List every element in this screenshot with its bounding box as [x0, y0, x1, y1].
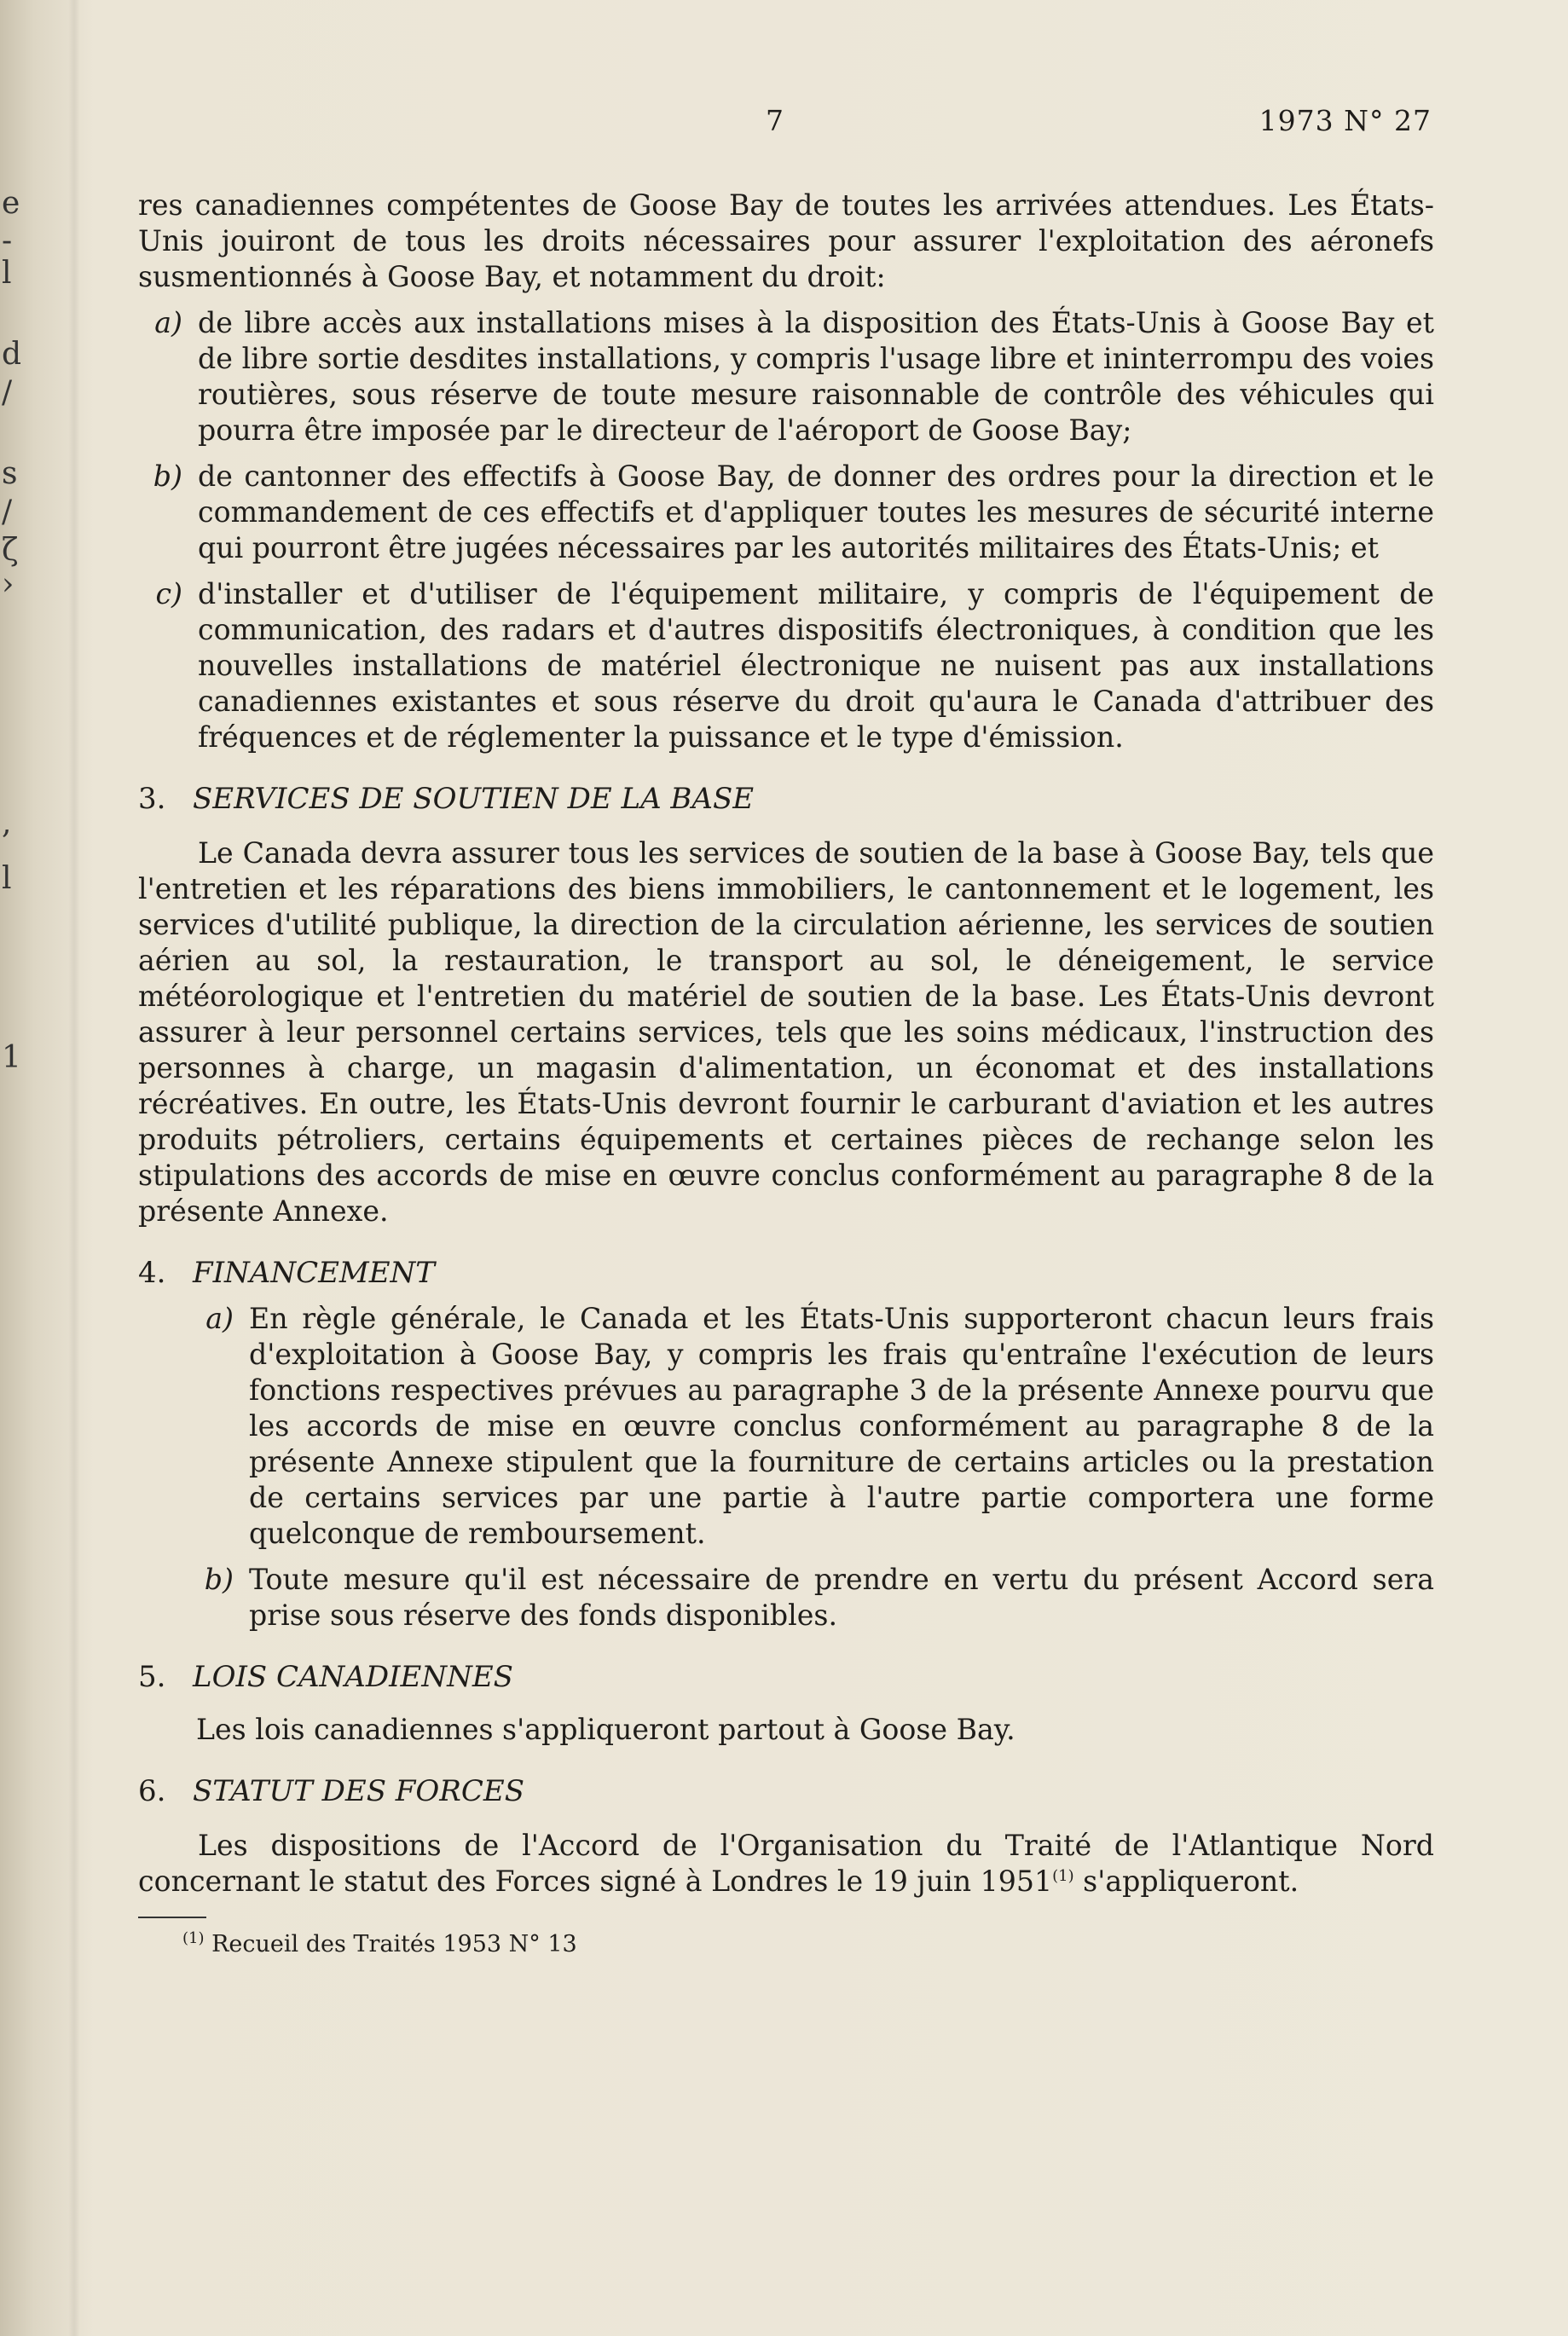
section-heading	[138, 1659, 1434, 1695]
list-item	[138, 576, 1434, 755]
page-number: 7	[766, 104, 784, 137]
section-number: 4.	[138, 1256, 166, 1290]
section-heading	[138, 781, 1434, 817]
item-letter: b)	[153, 460, 182, 493]
section-title: FINANCEMENT	[193, 1256, 435, 1290]
binding-gutter	[68, 0, 80, 2336]
paragraph-text-end: s'appliqueront.	[1073, 1865, 1299, 1898]
edge-mark: ζ	[2, 533, 19, 568]
section-paragraph: Le Canada devra assurer tous les services de soutien de la base à Goose Bay, tels que l'entretien et les réparations des biens immobiliers, le cantonnement et le logement, les services d'utilité publique, la direction de la circulation aérienne, les services de soutien aérien au sol, la restauration, le transport au sol, le déneigement, le service météorologique et l'entretien du matériel de soutien de la base. Les États-Unis devront assurer à leur personnel certains services, tels que les soins médicaux, l'instruction des personnes à charge, un magasin d'alimentation, un économat et des installations récréatives. En outre, les États-Unis devront fournir le carburant d'aviation et les autres produits pétroliers, certains équipements et certaines pièces de rechange selon les stipulations des accords de mise en œuvre conclus conformément au paragraphe 8 de la présente Annexe.	[138, 836, 1434, 1228]
section-number: 5.	[138, 1660, 166, 1694]
edge-mark: /	[2, 494, 13, 529]
item-text: d'installer et d'utiliser de l'équipement militaire, y compris de l'équipement de communication, des radars et d'autres dispositifs électroniques, à condition que les nouvelles installations de matériel électronique ne nuisent pas aux installations canadiennes existantes et sous réserve du droit qu'aura le Canada d'attribuer des fréquences et de réglementer la puissance et le type d'émission.	[198, 577, 1434, 754]
paragraph-text: Les dispositions de l'Accord de l'Organisation du Traité de l'Atlantique Nord concernant le statut des Forces signé à Londres le 19 juin 1951	[138, 1829, 1434, 1898]
section-title: SERVICES DE SOUTIEN DE LA BASE	[193, 782, 755, 816]
treaty-reference: 1973 N° 27	[1258, 104, 1432, 137]
section-paragraph: Les lois canadiennes s'appliqueront partout à Goose Bay.	[196, 1713, 1015, 1746]
edge-mark: 1	[2, 1040, 21, 1075]
footnote-marker: (1)	[182, 1929, 205, 1947]
edge-mark: l	[2, 861, 12, 896]
section-title: STATUT DES FORCES	[193, 1774, 524, 1808]
intro-paragraph: res canadiennes compétentes de Goose Bay de toutes les arrivées attendues. Les États-Unis jouiront de tous les droits nécessaires pour assurer l'exploitation des aéronefs susmentionnés à Goose Bay, et notamment du droit:	[138, 188, 1434, 293]
item-letter: a)	[205, 1302, 234, 1335]
list-item	[138, 459, 1434, 566]
page-body	[138, 188, 1434, 1963]
section-title: LOIS CANADIENNES	[193, 1660, 513, 1694]
edge-mark: -	[2, 223, 13, 258]
item-text: de cantonner des effectifs à Goose Bay, de donner des ordres pour la direction et le commandement de ces effectifs et d'appliquer toutes les mesures de sécurité interne qui pourront être jugées nécessaires par les autorités militaires des États-Unis; et	[198, 460, 1434, 564]
list-item	[138, 305, 1434, 448]
facing-page-edge	[0, 0, 22, 2336]
section-number: 6.	[138, 1774, 166, 1808]
item-text: de libre accès aux installations mises à la disposition des États-Unis à Goose Bay et de libre sortie desdites installations, y compris l'usage libre et ininterrompu des voies routières, sous réserve de toute mesure raisonnable de contrôle des véhicules qui pourra être imposée par le directeur de l'aéroport de Goose Bay;	[198, 306, 1434, 447]
section-heading	[138, 1773, 1434, 1809]
edge-mark: /	[2, 375, 13, 410]
edge-mark: e	[2, 186, 20, 221]
item-letter: c)	[155, 577, 182, 610]
section-heading	[138, 1255, 1434, 1291]
item-text: En règle générale, le Canada et les États-Unis supporteront chacun leurs frais d'exploitation à Goose Bay, y compris les frais qu'entraîne l'exécution de leurs fonctions respectives prévues au paragraphe 3 de la présente Annexe pourvu que les accords de mise en œuvre conclus conformément au paragraphe 8 de la présente Annexe stipulent que la fourniture de certains articles ou la prestation de certains services par une partie à l'autre partie comportera une forme quelconque de remboursement.	[249, 1302, 1434, 1550]
item-letter: b)	[204, 1563, 234, 1596]
list-item	[189, 1562, 1434, 1633]
footnote	[138, 1927, 1434, 1963]
edge-mark: s	[2, 456, 18, 491]
footnote-reference: (1)	[1052, 1866, 1074, 1885]
edge-mark: d	[2, 337, 22, 372]
section-sublist	[138, 1301, 1434, 1633]
item-letter: a)	[154, 306, 182, 339]
footnote-text: Recueil des Traités 1953 N° 13	[204, 1931, 577, 1957]
section-paragraph	[138, 1828, 1434, 1899]
section-number: 3.	[138, 782, 166, 816]
footnote-divider	[138, 1917, 206, 1918]
list-item	[189, 1301, 1434, 1552]
item-text: Toute mesure qu'il est nécessaire de prendre en vertu du présent Accord sera prise sous réserve des fonds disponibles.	[249, 1563, 1434, 1632]
edge-mark: ,	[2, 806, 12, 841]
edge-mark: ›	[2, 567, 14, 602]
edge-mark: l	[2, 256, 12, 291]
